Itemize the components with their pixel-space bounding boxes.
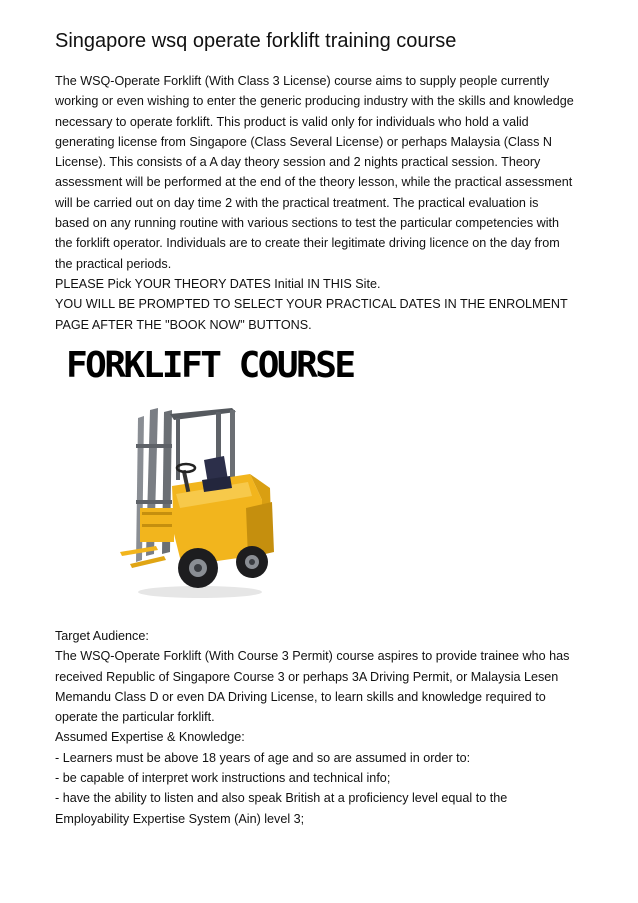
requirement-line: - be capable of interpret work instructions and technical info; — [55, 771, 391, 786]
intro-line: will be carried out on day time 2 with the practical treatment. The practical evaluation is — [55, 195, 539, 210]
audience-line: The WSQ-Operate Forklift (With Course 3 Permit) course aspires to provide trainee who has — [55, 649, 570, 664]
intro-line: License). This consists of a A day theory session and 2 nights practical session. Theory — [55, 155, 541, 170]
intro-line: the practical periods. — [55, 256, 172, 271]
intro-text — [55, 71, 587, 335]
forklift-icon — [120, 404, 280, 600]
intro-line: based on any running routine with various sections to test the particular competencies with — [55, 216, 560, 231]
audience-line: operate the particular forklift. — [55, 710, 215, 725]
section-heading: Target Audience: — [55, 629, 149, 643]
instruction-line: PLEASE Pick YOUR THEORY DATES Initial IN THIS Site. — [55, 276, 381, 291]
intro-line: The WSQ-Operate Forklift (With Class 3 License) course aims to supply people currently — [55, 74, 550, 88]
intro-line: generating license from Singapore (Class Several License) or perhaps Malaysia (Class N — [55, 134, 552, 149]
page-title: Singapore wsq operate forklift training course — [55, 30, 457, 52]
requirement-line: Employability Expertise System (Ain) level 3; — [55, 811, 305, 826]
instruction-line: YOU WILL BE PROMPTED TO SELECT YOUR PRACTICAL DATES IN THE ENROLMENT — [55, 297, 568, 312]
instruction-line: PAGE AFTER THE "BOOK NOW" BUTTONS. — [55, 317, 312, 332]
intro-line: necessary to operate forklift. This product is valid only for individuals who hold a valid — [55, 114, 529, 129]
audience-line: received Republic of Singapore Course 3 or perhaps 3A Driving Permit, or Malaysia Lesen — [55, 669, 559, 684]
banner-text: FORKLIFT COURSE — [66, 345, 354, 386]
audience-text — [55, 626, 587, 829]
section-heading: Assumed Expertise & Knowledge: — [55, 730, 245, 745]
forklift-course-image — [62, 338, 354, 600]
audience-line: Memandu Class D or even DA Driving License, to learn skills and knowledge required to — [55, 689, 546, 704]
intro-line: assessment will be performed at the end of the theory lesson, while the practical assessment — [55, 175, 573, 190]
requirement-line: - Learners must be above 18 years of age and so are assumed in order to: — [55, 750, 471, 765]
intro-line: working or even wishing to enter the generic producing industry with the skills and knowledge — [55, 94, 574, 109]
requirement-line: - have the ability to listen and also speak British at a proficiency level equal to the — [55, 791, 508, 806]
intro-line: the forklift operator. Individuals are to create their legitimate driving licence on the day from — [55, 236, 560, 251]
